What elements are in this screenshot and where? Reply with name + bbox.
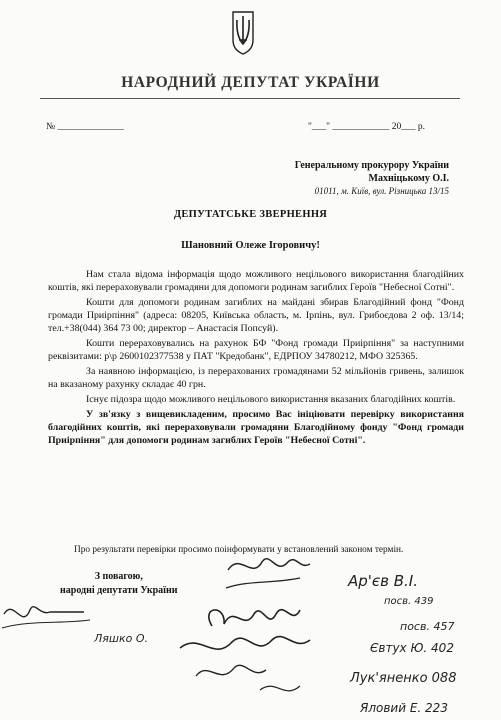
body-paragraph: Нам стала відома інформація щодо можливого нецільового використання благодійних коштів, які перераховували громадяни для допомоги родинам загиблих Героїв "Небесної Сотні". [48, 269, 464, 294]
letterhead-divider [40, 98, 460, 99]
signature-scribble [228, 559, 310, 570]
signature-scribble [180, 637, 310, 650]
signature-scribble [4, 607, 84, 617]
signature-scribble [226, 578, 300, 588]
document-letterhead-title: НАРОДНИЙ ДЕПУТАТ УКРАЇНИ [121, 74, 380, 91]
addressee-name: Махніцькому О.І. [368, 173, 449, 184]
body-paragraph: Кошти перераховувались на рахунок БФ "Фонд громади Приірпіння" за наступними реквізитами: р\р 2600102377538 у ПАТ "Кредобанк", ЕДРПОУ 34780212, МФО 325365. [48, 338, 464, 363]
signatories-title: народні депутати України [60, 585, 178, 596]
signature-label: Яловий Е. 223 [360, 701, 448, 715]
letter-body [48, 268, 464, 449]
addressee-block [295, 159, 449, 198]
signatures-area [0, 540, 501, 720]
request-paragraph: У зв'язку з вищевикладеним, просимо Вас ініціювати перевірку використання благодійних коштів, які перераховували громадяни Благодійному фонду "Фонд громади Приірпіння" для допомоги родинам загиблих Героїв "Небесної Сотні". [48, 408, 464, 446]
closing-request: Про результати перевірки просимо поінформувати у встановлений законом термін. [74, 545, 404, 555]
signature-scribble [209, 610, 300, 626]
signature-scribble [2, 620, 90, 628]
signature-scribble [260, 686, 300, 691]
signature-scribble [196, 665, 266, 676]
salutation: Шановний Олеже Ігоровичу! [181, 240, 320, 251]
regards-line: З повагою, [94, 571, 143, 582]
body-paragraph: Кошти для допомоги родинам загиблих на майдані збирав Благодійний фонд "Фонд громади Приірпіння" (адреса: 08205, Київська область, м. Ірпінь, вул. Грибоєдова 2 оф. 13/14; тел.+38(044) 364 73 00; директор – Анастасія Попсуй). [48, 296, 464, 335]
signature-label: Євтух Ю. 402 [370, 641, 454, 655]
addressee-address: 01011, м. Київ, вул. Різницька 13/15 [314, 186, 449, 196]
body-paragraph: За наявною інформацією, із перерахованих громадянами 52 мільйонів гривень, залишок на вказаному рахунку складає 40 грн. [48, 365, 464, 391]
signature-label: посв. 457 [400, 620, 455, 633]
outgoing-number-field: № ______________ [46, 122, 124, 132]
date-field: "___" ____________ 20___ р. [308, 122, 426, 132]
signature-label: Ар'єв В.І. [348, 572, 418, 590]
signature-label: посв. 439 [384, 596, 434, 607]
document-heading: ДЕПУТАТСЬКЕ ЗВЕРНЕННЯ [173, 209, 328, 220]
signature-label: Ляшко О. [94, 632, 148, 645]
signature-label: Лук'яненко 088 [350, 671, 457, 686]
trident-icon [230, 10, 256, 56]
addressee-position: Генеральному прокурору України [294, 160, 449, 171]
body-paragraph: Існує підозра щодо можливого нецільового використання вказаних благодійних коштів. [86, 393, 456, 405]
